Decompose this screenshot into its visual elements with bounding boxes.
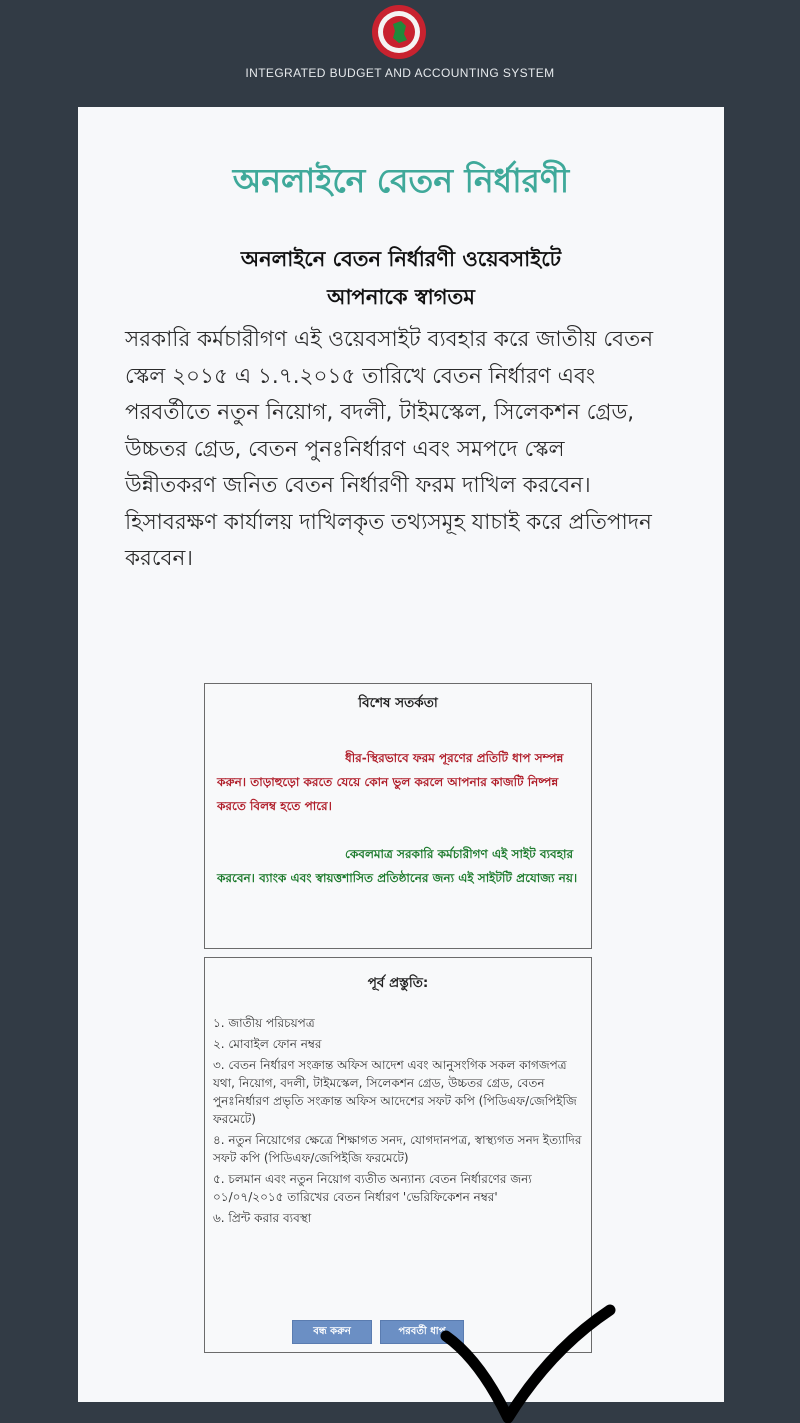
warning-green-text: কেবলমাত্র সরকারি কর্মচারীগণ এই সাইট ব্যবহার করবেন। ব্যাংক এবং স্বায়ত্তশাসিত প্রতিষ্ঠানের জন্য এই সাইটটি প্রযোজ্য নয়। <box>217 847 578 885</box>
prerequisites-title: পূর্ব প্রস্তুতি: <box>367 975 429 991</box>
prerequisites-list <box>213 1014 583 1230</box>
welcome-line-2: আপনাকে স্বাগতম <box>327 285 475 309</box>
page-title: অনলাইনে বেতন নির্ধারণী <box>232 161 570 200</box>
warning-box <box>204 683 592 949</box>
system-title: INTEGRATED BUDGET AND ACCOUNTING SYSTEM <box>245 66 555 80</box>
close-button[interactable]: বন্ধ করুন <box>292 1320 372 1344</box>
warning-red-text: ধীর-স্থিরভাবে ফরম পূরণের প্রতিটি ধাপ সম্পন্ন করুন। তাড়াহুড়ো করতে যেয়ে কোন ভুল করলে আপনার কাজটি নিষ্পন্ন করতে বিলম্ব হতে পারে। <box>217 751 564 813</box>
list-item: ২. মোবাইল ফোন নম্বর <box>213 1037 322 1051</box>
warning-title: বিশেষ সতর্কতা <box>358 695 438 711</box>
list-item: ৫. চলমান এবং নতুন নিয়োগ ব্যতীত অন্যান্য বেতন নির্ধারণের জন্য ০১/০৭/২০১৫ তারিখের বেতন নির্ধারণ 'ভেরিফিকেশন নম্বর' <box>213 1172 532 1204</box>
intro-paragraph: সরকারি কর্মচারীগণ এই ওয়েবসাইট ব্যবহার করে জাতীয় বেতন স্কেল ২০১৫ এ ১.৭.২০১৫ তারিখে বেতন নির্ধারণ এবং পরবর্তীতে নতুন নিয়োগ, বদলী, টাইমস্কেল, সিলেকশন গ্রেড, উচ্চতর গ্রেড, বেতন পুনঃনির্ধারণ এবং সমপদে স্কেল উন্নীতকরণ জনিত বেতন নির্ধারণী ফরম দাখিল করবেন। হিসাবরক্ষণ কার্যালয় দাখিলকৃত তথ্যসমূহ যাচাই করে প্রতিপাদন করবেন। <box>125 327 654 571</box>
welcome-line-1: অনলাইনে বেতন নির্ধারণী ওয়েবসাইটে <box>240 247 562 271</box>
checkmark-icon <box>440 1300 620 1423</box>
list-item: ৪. নতুন নিয়োগের ক্ষেত্রে শিক্ষাগত সনদ, যোগদানপত্র, স্বাস্থ্যগত সনদ ইত্যাদির সফট কপি (পিডিএফ/জেপিইজি ফরমেটে) <box>213 1133 582 1165</box>
list-item: ৬. প্রিন্ট করার ব্যবস্থা <box>213 1211 312 1225</box>
list-item: ১. জাতীয় পরিচয়পত্র <box>213 1016 315 1030</box>
welcome-heading <box>138 240 664 316</box>
main-panel <box>78 107 724 1402</box>
prerequisites-box <box>204 957 592 1353</box>
app-header <box>0 0 800 100</box>
list-item: ৩. বেতন নির্ধারণ সংক্রান্ত অফিস আদেশ এবং আনুসংগিক সকল কাগজপত্র যথা, নিয়োগ, বদলী, টাইমস্কেল, সিলেকশন গ্রেড, উচ্চতর গ্রেড, বেতন পুনঃনির্ধারণ প্রভৃতি সংক্রান্ত অফিস আদেশের সফট কপি (পিডিএফ/জেপিইজি ফরমেটে) <box>213 1058 577 1126</box>
next-step-button[interactable]: পরবর্তী ধাপ <box>380 1320 464 1344</box>
government-emblem-icon <box>371 4 427 60</box>
